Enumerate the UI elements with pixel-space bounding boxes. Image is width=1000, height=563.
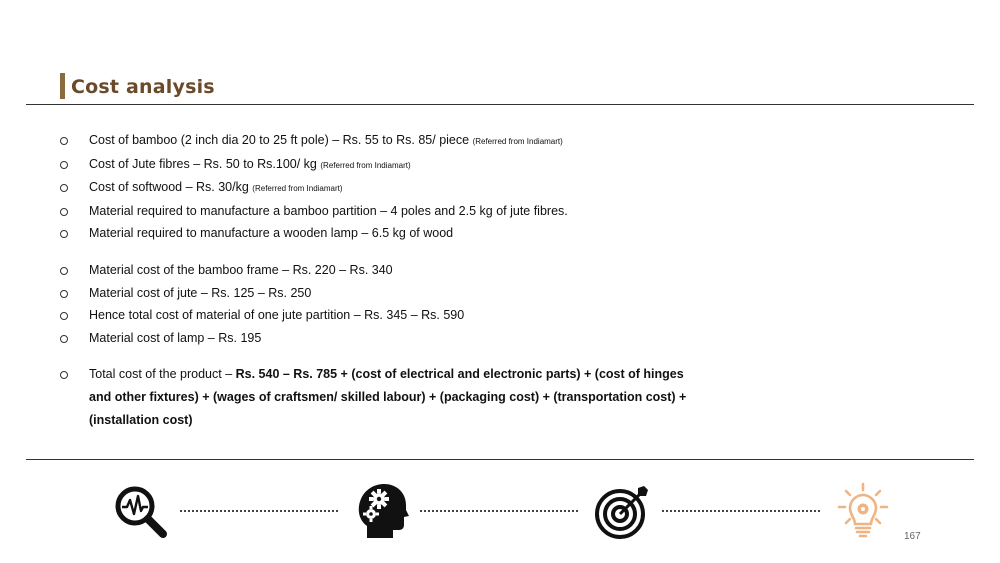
connector-dots: [420, 510, 578, 512]
slide-title: Cost analysis: [71, 76, 215, 98]
top-divider: [26, 104, 974, 105]
bullet-list: [60, 133, 700, 439]
bullet-text: Material cost of jute – Rs. 125 – Rs. 250: [89, 285, 312, 300]
bullet-text: Cost of bamboo (2 inch dia 20 to 25 ft pole) – Rs. 55 to Rs. 85/ piece: [89, 133, 470, 147]
bullet-text: Cost of softwood – Rs. 30/kg: [89, 180, 249, 194]
bullet-marker: [60, 184, 68, 192]
bullet-text: Hence total cost of material of one jute partition – Rs. 345 – Rs. 590: [89, 308, 465, 322]
list-item: [60, 263, 700, 278]
bullet-marker: [60, 267, 68, 275]
bullet-text: Material required to manufacture a wooden lamp – 6.5 kg of wood: [89, 226, 454, 240]
list-item: [60, 308, 700, 323]
bullet-marker: [60, 290, 68, 298]
target-dart-icon: [594, 484, 652, 542]
bullet-marker: [60, 161, 68, 169]
bullet-marker: [60, 371, 68, 379]
bullet-note: (Referred from Indiamart): [472, 137, 563, 146]
bullet-text: Material required to manufacture a bamboo partition – 4 poles and 2.5 kg of jute fibres.: [89, 203, 568, 218]
bullet-text: Cost of Jute fibres – Rs. 50 to Rs.100/ kg: [89, 156, 317, 171]
bullet-text: Material cost of the bamboo frame – Rs. 220 – Rs. 340: [89, 263, 393, 277]
analysis-magnifier-icon: [112, 484, 170, 542]
connector-dots: [662, 510, 820, 512]
bullet-note: (Referred from Indiamart): [252, 184, 343, 193]
bullet-bold-text: Rs. 540 – Rs. 785 + (cost of electrical and electronic parts) + (cost of hinges and other fixtures) + (wages of craftsmen/ skilled labour) + (packaging cost) + (transportation cost) + (installation cost): [89, 366, 687, 427]
bullet-marker: [60, 312, 68, 320]
list-item: [60, 331, 700, 346]
page-number: 167: [904, 531, 921, 542]
bullet-note: (Referred from Indiamart): [320, 160, 411, 170]
lightbulb-idea-icon: [836, 482, 890, 540]
bullet-marker: [60, 335, 68, 343]
list-item: [60, 226, 700, 241]
thinking-head-gears-icon: [357, 482, 409, 540]
title-accent-bar: [60, 73, 65, 99]
connector-dots: [180, 510, 338, 512]
bullet-text: Total cost of the product –: [89, 366, 236, 381]
list-item: [60, 157, 700, 173]
bottom-divider: [26, 459, 974, 460]
bullet-marker: [60, 137, 68, 145]
list-item: [60, 133, 700, 149]
list-item: [60, 363, 700, 432]
list-item: [60, 286, 700, 301]
list-item: [60, 204, 700, 219]
bullet-marker: [60, 230, 68, 238]
bullet-text: Material cost of lamp – Rs. 195: [89, 330, 262, 345]
list-item: [60, 180, 700, 196]
bullet-marker: [60, 208, 68, 216]
